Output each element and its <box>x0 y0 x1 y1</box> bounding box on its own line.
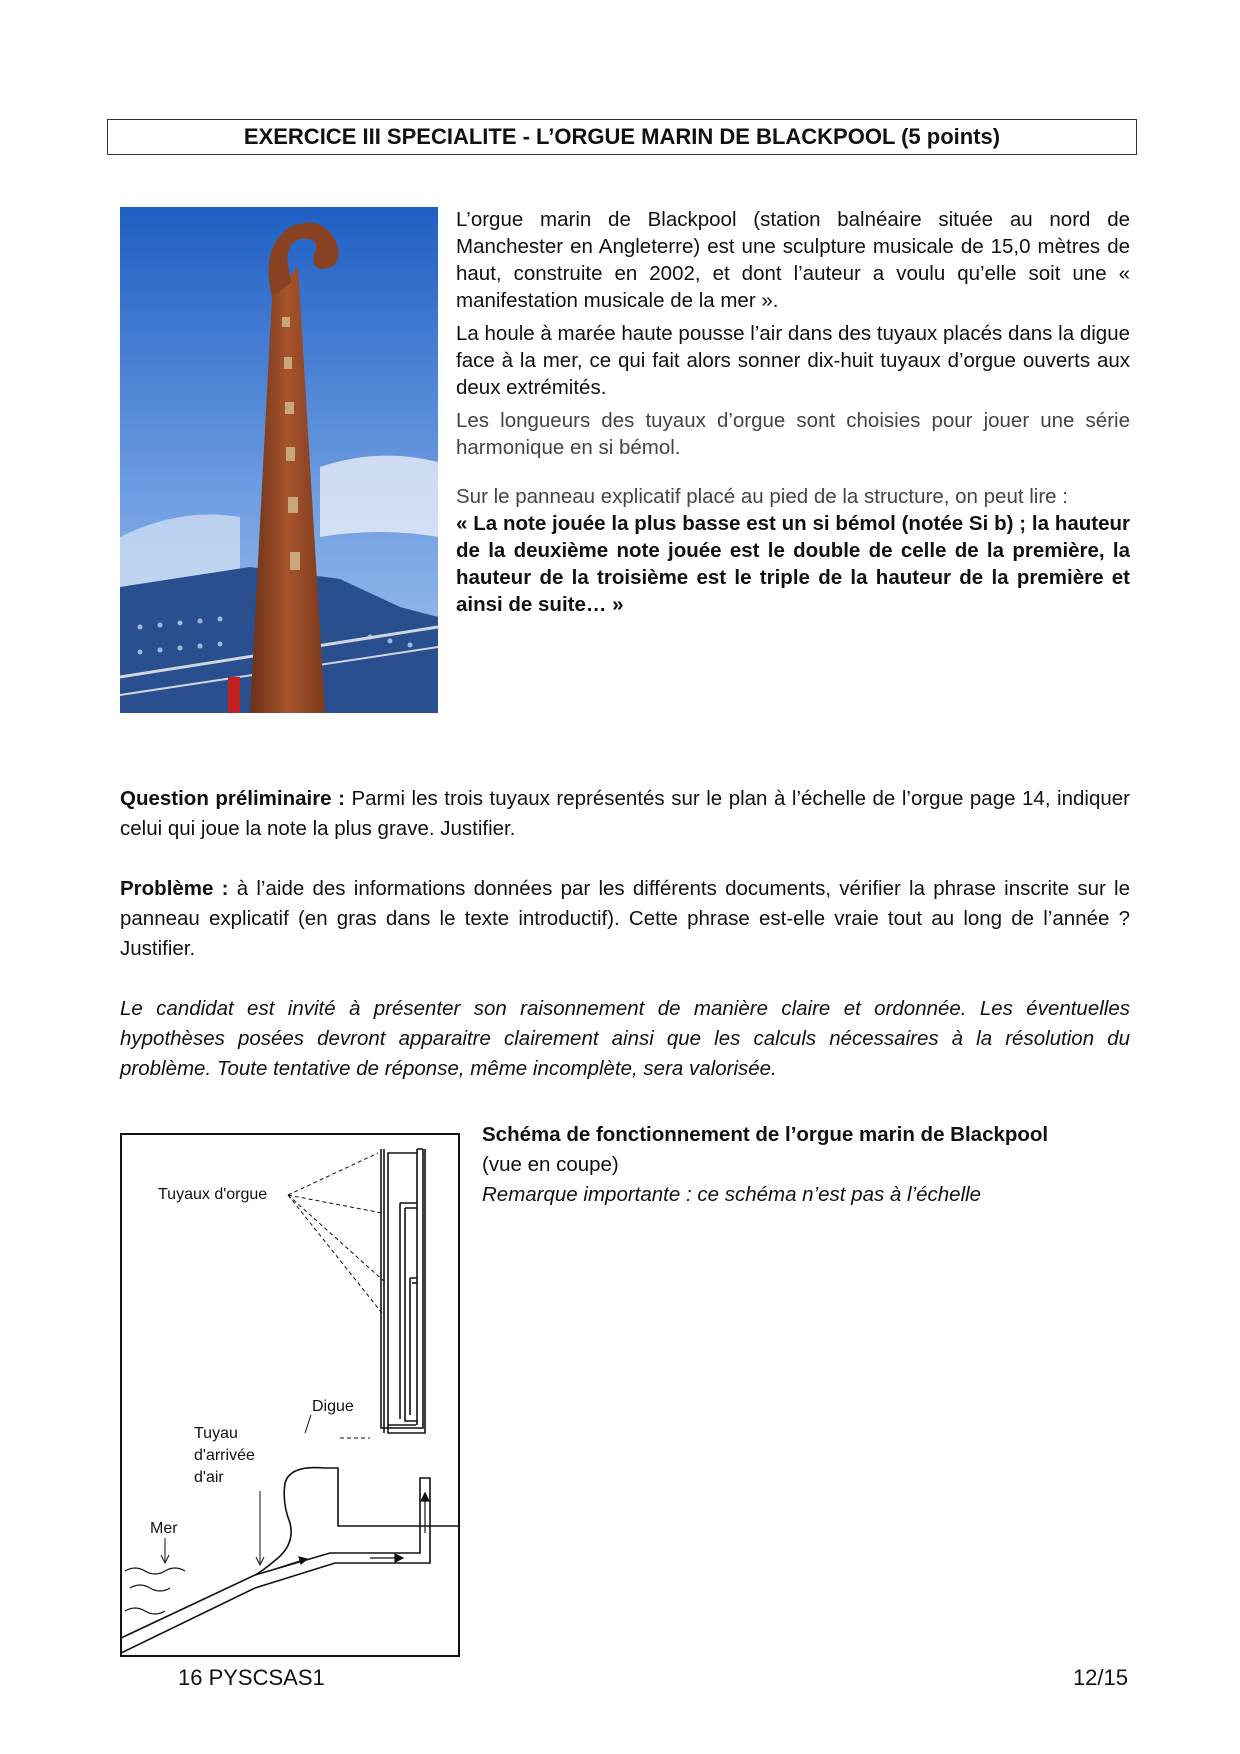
intro-paragraph-3: Les longueurs des tuyaux d’orgue sont choisies pour jouer une série harmonique en si bémol. <box>456 409 1130 459</box>
schematic-subtitle: (vue en coupe) <box>482 1153 619 1176</box>
problem-label: Problème : <box>120 877 229 900</box>
intro-paragraph-2: La houle à marée haute pousse l’air dans des tuyaux placés dans la digue face à la mer, ce qui fait alors sonner dix-huit tuyaux d’orgue ouverts aux deux extrémités. <box>456 322 1130 399</box>
label-air-pipe-1: Tuyau <box>194 1425 238 1442</box>
intro-text <box>456 206 1130 618</box>
organ-schematic <box>120 1133 460 1657</box>
label-sea: Mer <box>150 1520 178 1537</box>
schematic-caption <box>482 1120 1122 1210</box>
label-air-pipe-2: d'arrivée <box>194 1447 255 1464</box>
schematic-remark: Remarque importante : ce schéma n’est pas à l’échelle <box>482 1183 982 1206</box>
organ-photo <box>120 207 438 713</box>
schematic-title: Schéma de fonctionnement de l’orgue marin de Blackpool <box>482 1123 1049 1146</box>
preliminary-question <box>120 784 1130 844</box>
label-air-pipe-3: d'air <box>194 1469 224 1486</box>
problem-text: à l’aide des informations données par les différents documents, vérifier la phrase inscrite sur le panneau explicatif (en gras dans le texte introductif). Cette phrase est-elle vraie tout au long de l’année ? Justifier. <box>120 877 1131 960</box>
label-organ-pipes: Tuyaux d'orgue <box>158 1186 268 1203</box>
candidate-note-text: Le candidat est invité à présenter son raisonnement de manière claire et ordonnée. Les éventuelles hypothèses posées devront apparaitre clairement ainsi que les calculs nécessaires à la résolution du problème. Toute tentative de réponse, même incomplète, sera valorisée. <box>120 997 1130 1080</box>
candidate-note <box>120 994 1130 1084</box>
question-text: Parmi les trois tuyaux représentés sur le plan à l’échelle de l’orgue page 14, indiquer celui qui joue la note la plus grave. Justifier. <box>120 787 1130 840</box>
question-label: Question préliminaire : <box>120 787 345 810</box>
page-number: 12/15 <box>1072 1665 1128 1690</box>
exercise-title: EXERCICE III SPECIALITE - L’ORGUE MARIN DE BLACKPOOL (5 points) <box>107 119 1137 155</box>
label-dike: Digue <box>312 1398 354 1415</box>
problem <box>120 874 1130 964</box>
exam-code: 16 PYSCSAS1 <box>178 1665 325 1690</box>
panel-quote: « La note jouée la plus basse est un si bémol (notée Si b) ; la hauteur de la deuxième note jouée est le double de celle de la première, la hauteur de la troisième est le triple de la hauteur de la première et ainsi de suite… » <box>456 512 1130 616</box>
intro-paragraph-1: L’orgue marin de Blackpool (station balnéaire située au nord de Manchester en Angleterre) est une sculpture musicale de 15,0 mètres de haut, construite en 2002, et dont l’auteur a voulu qu’elle soit une « manifestation musicale de la mer ». <box>456 208 1130 312</box>
intro-paragraph-4: Sur le panneau explicatif placé au pied de la structure, on peut lire : <box>456 485 1068 508</box>
